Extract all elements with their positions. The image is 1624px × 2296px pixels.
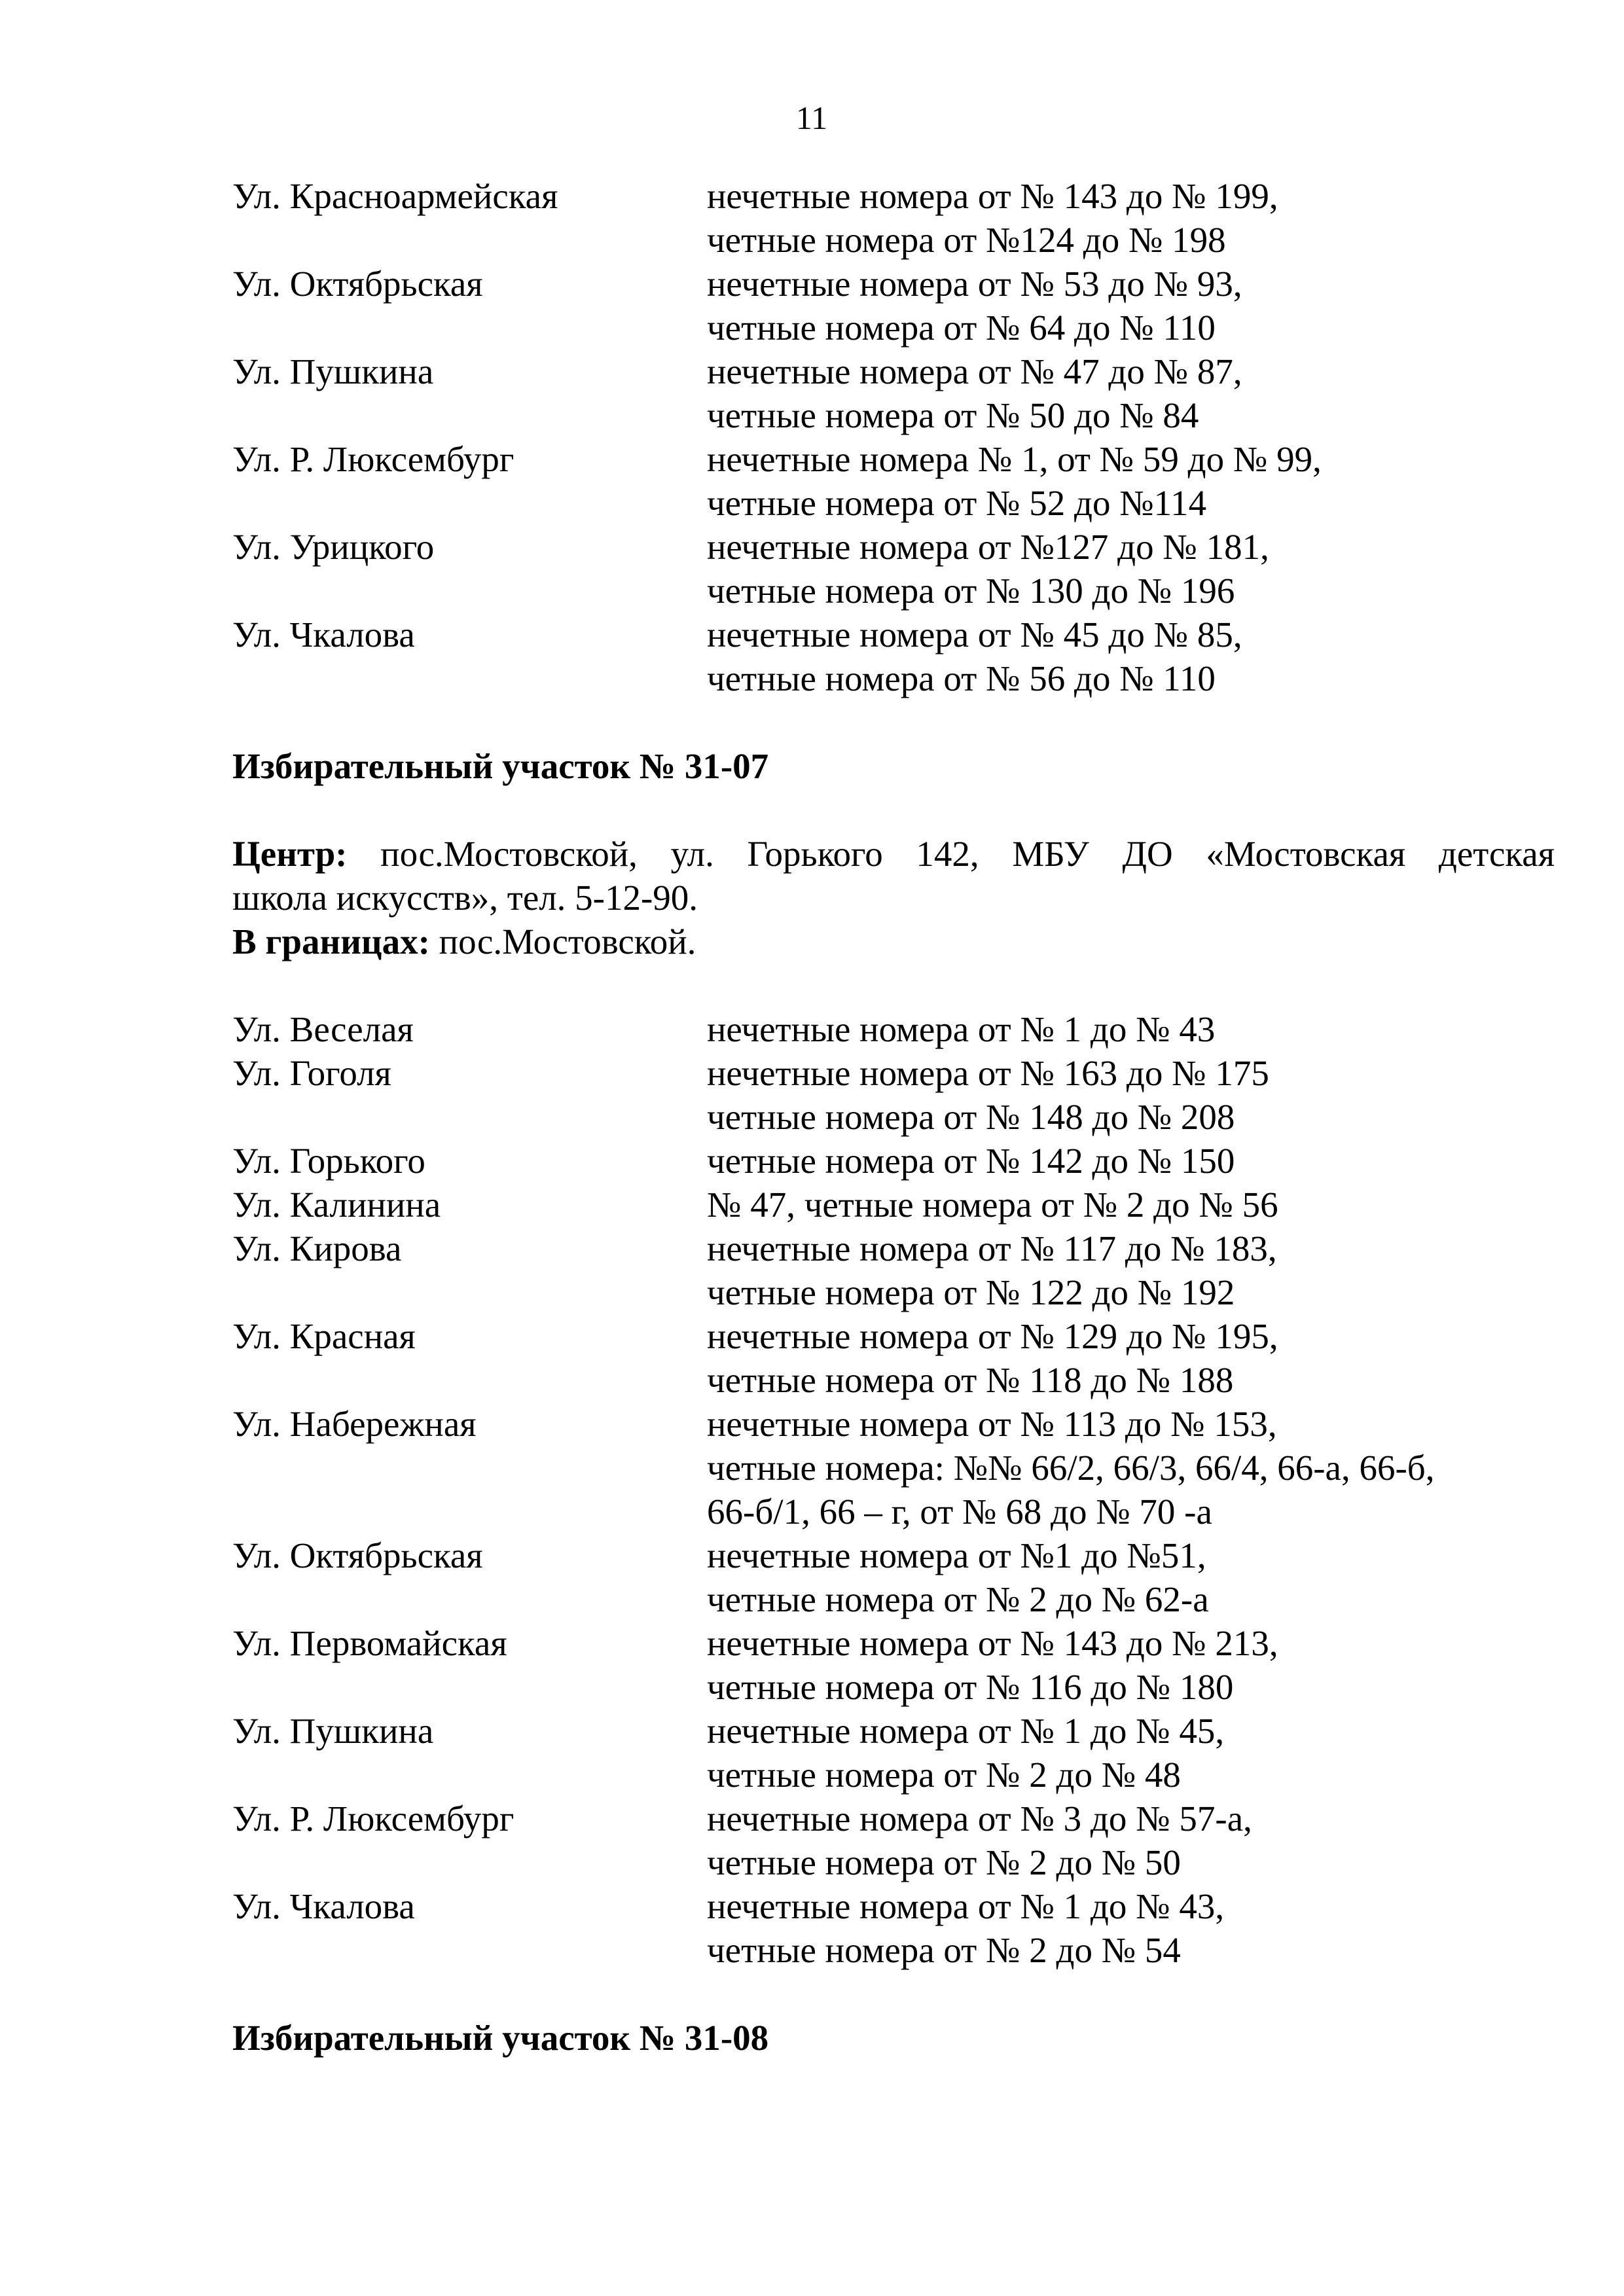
center-line-2: школа искусств», тел. 5-12-90. <box>232 878 698 918</box>
street-name: Ул. Первомайская <box>232 1623 507 1663</box>
house-ranges <box>707 350 1555 437</box>
street-row <box>232 1139 1555 1183</box>
street-list <box>232 1007 1555 1972</box>
street-name: Ул. Набережная <box>232 1404 477 1444</box>
house-range-line: нечетные номера от № 129 до № 195, <box>707 1316 1278 1356</box>
center-word: 142, <box>916 834 979 874</box>
street-row <box>232 262 1555 350</box>
house-ranges <box>707 1007 1555 1051</box>
house-range-line: четные номера от № 118 до № 188 <box>707 1360 1234 1400</box>
house-range-line: четные номера от №124 до № 198 <box>707 220 1226 260</box>
house-range-line: четные номера от № 148 до № 208 <box>707 1097 1235 1137</box>
house-range-line: нечетные номера от № 113 до № 153, <box>707 1404 1277 1444</box>
street-row <box>232 1007 1555 1051</box>
house-range-line: нечетные номера от № 1 до № 43, <box>707 1886 1225 1926</box>
center-word: ул. <box>670 834 714 874</box>
precinct-heading: Избирательный участок № 31-07 <box>232 746 769 786</box>
street-row <box>232 613 1555 700</box>
house-range-line: четные номера от № 52 до №114 <box>707 483 1207 523</box>
center-word: детская <box>1438 834 1555 874</box>
street-name: Ул. Кирова <box>232 1229 402 1268</box>
house-range-line: № 47, четные номера от № 2 до № 56 <box>707 1185 1278 1225</box>
street-row <box>232 1797 1555 1884</box>
street-row <box>232 525 1555 613</box>
house-ranges <box>707 1051 1555 1139</box>
center-line <box>232 832 1555 876</box>
house-range-line: 66-б/1, 66 – г, от № 68 до № 70 -а <box>707 1492 1212 1532</box>
street-row <box>232 174 1555 262</box>
center-word: пос.Мостовской, <box>380 834 638 874</box>
house-range-line: четные номера от № 2 до № 50 <box>707 1842 1181 1882</box>
street-list-continued <box>232 174 1555 700</box>
house-range-line: нечетные номера от №127 до № 181, <box>707 527 1269 567</box>
precinct-heading: Избирательный участок № 31-08 <box>232 2018 769 2058</box>
house-range-line: нечетные номера от №1 до №51, <box>707 1535 1206 1575</box>
house-ranges <box>707 1621 1555 1709</box>
house-ranges <box>707 1797 1555 1884</box>
house-range-line: четные номера от № 50 до № 84 <box>707 395 1199 435</box>
house-ranges <box>707 262 1555 350</box>
house-range-line: четные номера: №№ 66/2, 66/3, 66/4, 66-а, 66-б, <box>707 1448 1435 1488</box>
house-range-line: четные номера от № 56 до № 110 <box>707 658 1216 698</box>
street-name: Ул. Горького <box>232 1141 425 1181</box>
street-row <box>232 1183 1555 1227</box>
center-word: «Мостовская <box>1206 834 1406 874</box>
house-range-line: нечетные номера от № 53 до № 93, <box>707 264 1242 304</box>
document-content <box>232 174 1555 2060</box>
street-name: Ул. Калинина <box>232 1185 441 1225</box>
street-row <box>232 437 1555 525</box>
precinct-bounds <box>232 920 1555 963</box>
house-range-line: четные номера от № 116 до № 180 <box>707 1667 1234 1707</box>
street-name: Ул. Октябрьская <box>232 264 483 304</box>
street-row <box>232 1884 1555 1972</box>
house-ranges <box>707 1402 1555 1534</box>
house-range-line: нечетные номера № 1, от № 59 до № 99, <box>707 439 1322 479</box>
house-ranges <box>707 613 1555 700</box>
house-ranges <box>707 1314 1555 1402</box>
street-name: Ул. Веселая <box>232 1009 414 1049</box>
center-word: Горького <box>747 834 883 874</box>
street-name: Ул. Чкалова <box>232 1886 415 1926</box>
house-range-line: нечетные номера от № 1 до № 43 <box>707 1009 1216 1049</box>
house-ranges <box>707 1709 1555 1797</box>
page-number: 11 <box>795 99 828 136</box>
street-name: Ул. Октябрьская <box>232 1535 483 1575</box>
street-name: Ул. Чкалова <box>232 615 415 655</box>
house-range-line: нечетные номера от № 143 до № 213, <box>707 1623 1278 1663</box>
house-range-line: четные номера от № 122 до № 192 <box>707 1272 1235 1312</box>
bounds-label: В границах: <box>232 922 430 961</box>
street-name: Ул. Красная <box>232 1316 416 1356</box>
house-range-line: нечетные номера от № 143 до № 199, <box>707 176 1278 216</box>
street-name: Ул. Пушкина <box>232 1711 434 1751</box>
house-range-line: нечетные номера от № 117 до № 183, <box>707 1229 1277 1268</box>
street-name: Ул. Пушкина <box>232 351 434 391</box>
house-range-line: нечетные номера от № 47 до № 87, <box>707 351 1242 391</box>
house-range-line: нечетные номера от № 1 до № 45, <box>707 1711 1225 1751</box>
house-range-line: четные номера от № 2 до № 48 <box>707 1755 1181 1795</box>
street-row <box>232 1534 1555 1621</box>
house-range-line: четные номера от № 2 до № 62-а <box>707 1579 1209 1619</box>
street-name: Ул. Р. Люксембург <box>232 439 514 479</box>
house-ranges <box>707 1884 1555 1972</box>
house-ranges <box>707 1534 1555 1621</box>
house-range-line: нечетные номера от № 3 до № 57-а, <box>707 1799 1252 1839</box>
house-range-line: четные номера от № 130 до № 196 <box>707 571 1235 611</box>
street-row <box>232 1227 1555 1314</box>
street-row <box>232 1051 1555 1139</box>
street-name: Ул. Урицкого <box>232 527 435 567</box>
street-row <box>232 1709 1555 1797</box>
house-range-line: четные номера от № 64 до № 110 <box>707 308 1216 348</box>
street-name: Ул. Р. Люксембург <box>232 1799 514 1839</box>
house-ranges <box>707 174 1555 262</box>
house-ranges <box>707 1227 1555 1314</box>
house-range-line: нечетные номера от № 45 до № 85, <box>707 615 1242 655</box>
bounds-text: пос.Мостовской. <box>439 922 696 961</box>
precinct-center <box>232 832 1555 963</box>
street-row <box>232 1621 1555 1709</box>
street-name: Ул. Гоголя <box>232 1053 391 1093</box>
street-row <box>232 350 1555 437</box>
center-word: МБУ <box>1012 834 1089 874</box>
center-label: Центр: <box>232 834 348 874</box>
center-word: ДО <box>1122 834 1173 874</box>
street-row <box>232 1314 1555 1402</box>
house-range-line: нечетные номера от № 163 до № 175 <box>707 1053 1269 1093</box>
street-row <box>232 1402 1555 1534</box>
house-ranges <box>707 437 1555 525</box>
house-ranges <box>707 525 1555 613</box>
house-range-line: четные номера от № 142 до № 150 <box>707 1141 1235 1181</box>
house-range-line: четные номера от № 2 до № 54 <box>707 1930 1181 1970</box>
house-ranges <box>707 1183 1555 1227</box>
house-ranges <box>707 1139 1555 1183</box>
street-name: Ул. Красноармейская <box>232 176 558 216</box>
